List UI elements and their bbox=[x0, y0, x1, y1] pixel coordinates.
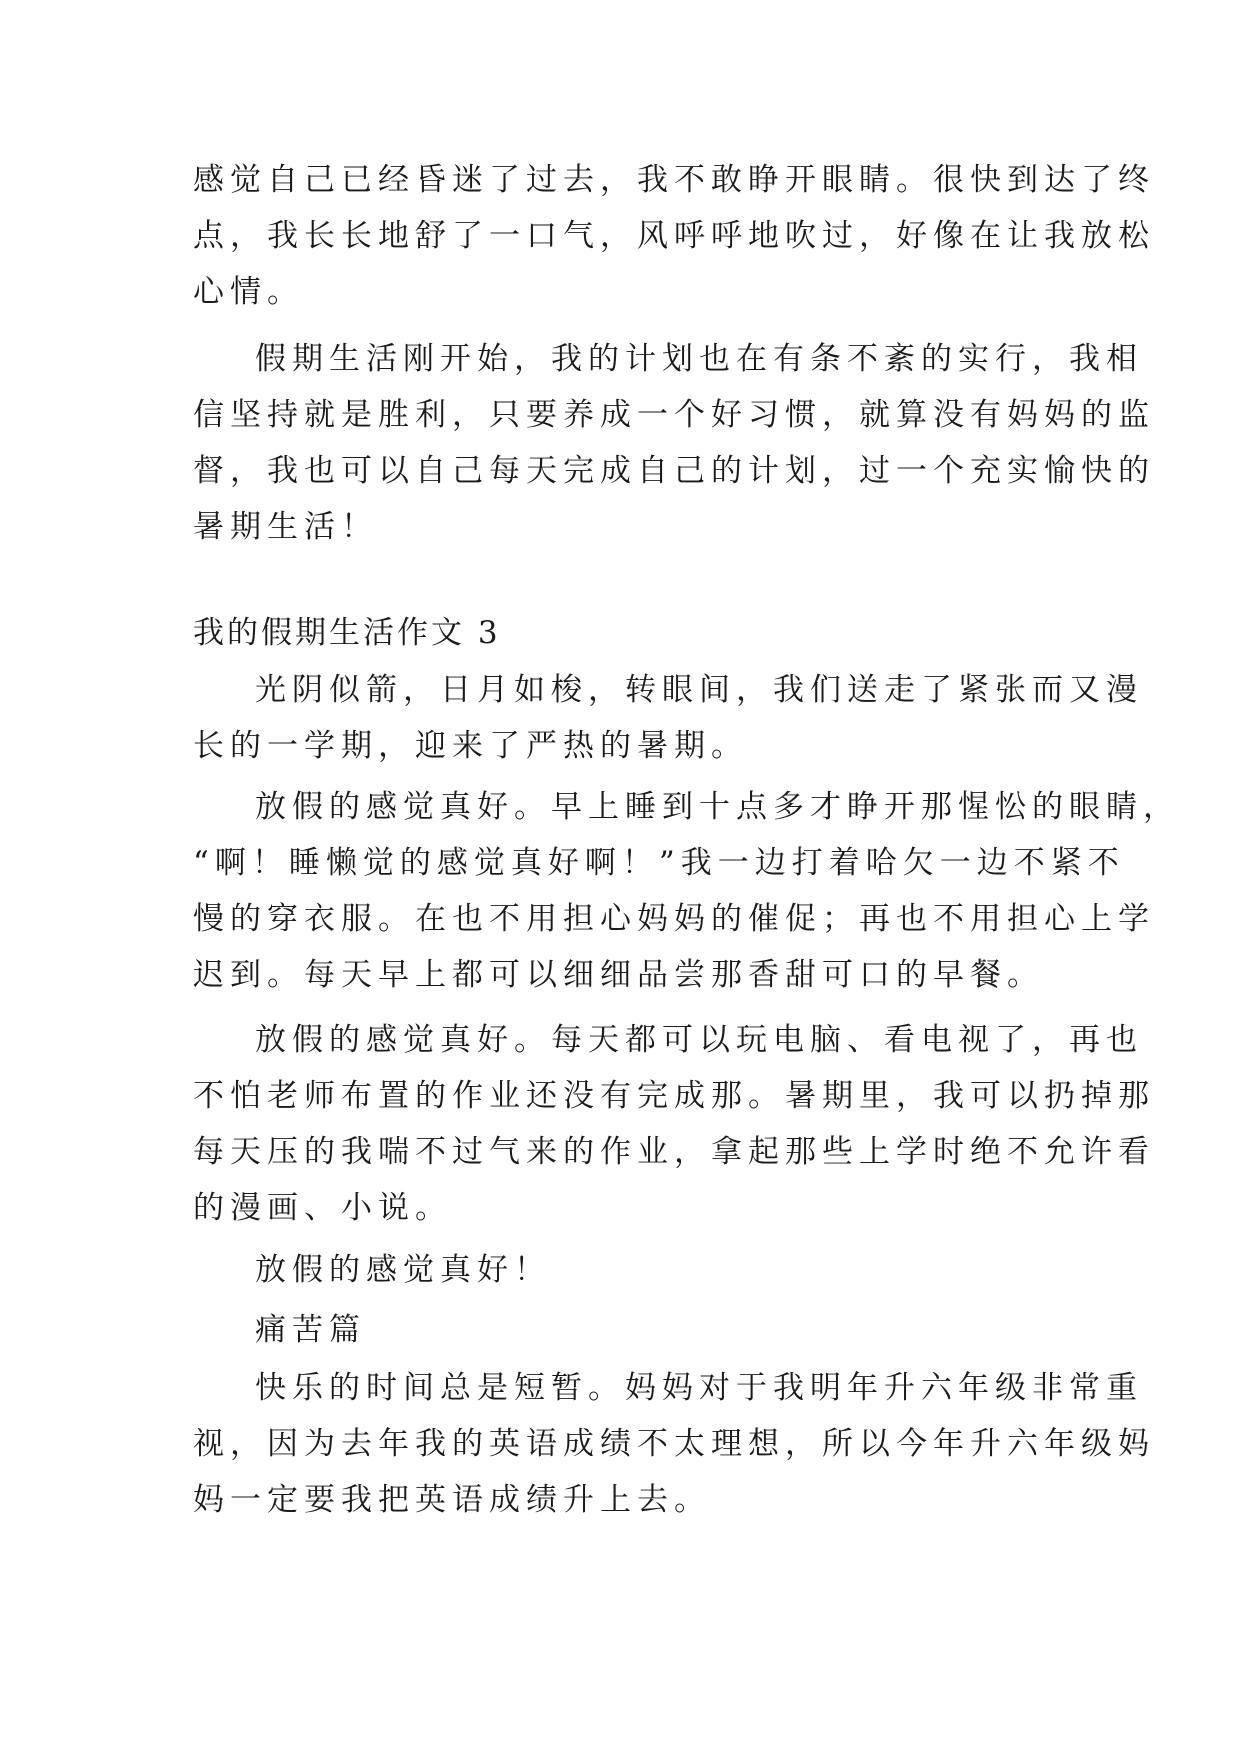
paragraph-line: 放假的感觉真好。每天都可以玩电脑、看电视了，再也 bbox=[255, 1022, 1143, 1058]
paragraph-line: 暑期生活！ bbox=[193, 509, 378, 545]
paragraph-line: 的漫画、小说。 bbox=[193, 1190, 452, 1226]
paragraph-line: 心情。 bbox=[193, 274, 304, 310]
paragraph-line: 督，我也可以自己每天完成自己的计划，过一个充实愉快的 bbox=[193, 453, 1155, 489]
paragraph-line: 长的一学期，迎来了严热的暑期。 bbox=[193, 728, 748, 764]
paragraph-line: 放假的感觉真好！ bbox=[255, 1252, 551, 1288]
paragraph-line: 光阴似箭，日月如梭，转眼间，我们送走了紧张而又漫 bbox=[255, 672, 1143, 708]
paragraph-line: “啊！睡懒觉的感觉真好啊！”我一边打着哈欠一边不紧不 bbox=[193, 845, 1125, 881]
paragraph-line: 信坚持就是胜利，只要养成一个好习惯，就算没有妈妈的监 bbox=[193, 397, 1155, 433]
paragraph-line: 放假的感觉真好。早上睡到十点多才睁开那惺忪的眼睛， bbox=[255, 789, 1180, 825]
paragraph-line: 每天压的我喘不过气来的作业，拿起那些上学时绝不允许看 bbox=[193, 1134, 1155, 1170]
paragraph-line: 视，因为去年我的英语成绩不太理想，所以今年升六年级妈 bbox=[193, 1426, 1155, 1462]
paragraph-line: 不怕老师布置的作业还没有完成那。暑期里，我可以扔掉那 bbox=[193, 1078, 1155, 1114]
section-title: 我的假期生活作文 3 bbox=[193, 615, 501, 651]
paragraph-line: 妈一定要我把英语成绩升上去。 bbox=[193, 1482, 711, 1518]
paragraph-line: 感觉自己已经昏迷了过去，我不敢睁开眼睛。很快到达了终 bbox=[193, 162, 1155, 198]
paragraph-line: 快乐的时间总是短暂。妈妈对于我明年升六年级非常重 bbox=[255, 1370, 1143, 1406]
paragraph-line: 痛苦篇 bbox=[255, 1312, 366, 1348]
paragraph-line: 假期生活刚开始，我的计划也在有条不紊的实行，我相 bbox=[255, 341, 1143, 377]
paragraph-line: 点，我长长地舒了一口气，风呼呼地吹过，好像在让我放松 bbox=[193, 218, 1155, 254]
paragraph-line: 慢的穿衣服。在也不用担心妈妈的催促；再也不用担心上学 bbox=[193, 901, 1155, 937]
paragraph-line: 迟到。每天早上都可以细细品尝那香甜可口的早餐。 bbox=[193, 957, 1044, 993]
